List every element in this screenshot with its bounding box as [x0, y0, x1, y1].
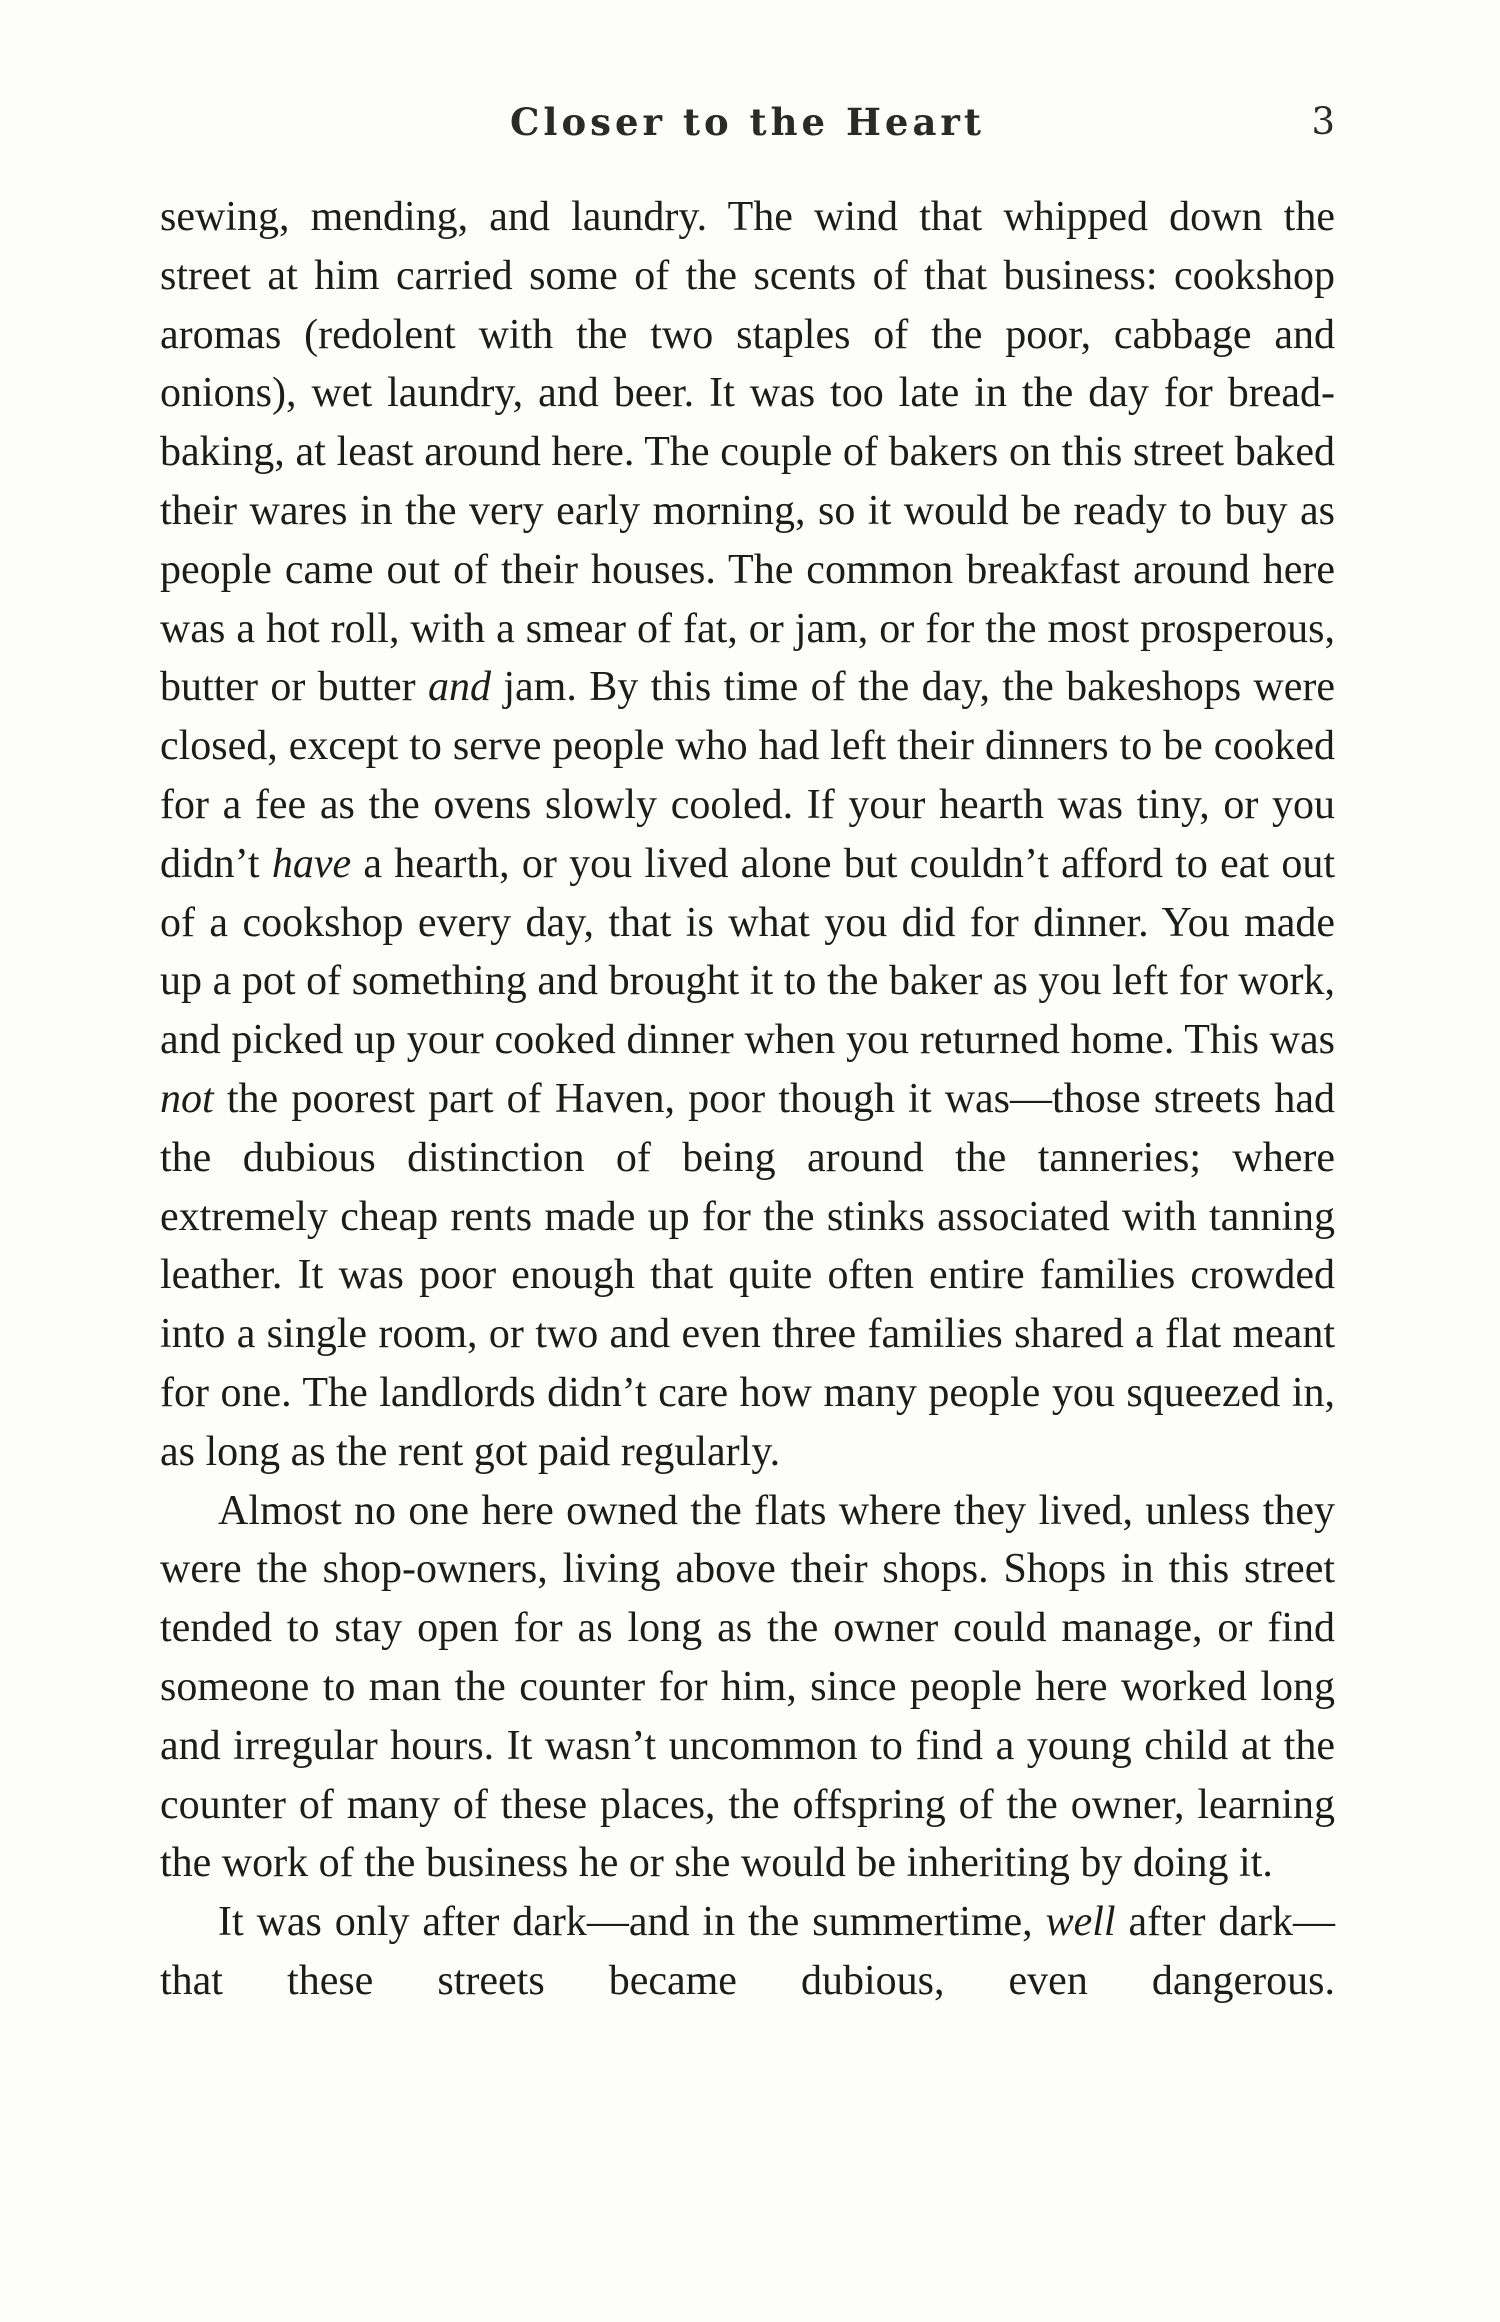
paragraph-3: [160, 1893, 1335, 2011]
emphasis-have: have: [271, 840, 352, 887]
emphasis-and: and: [428, 664, 491, 711]
text-run: sewing, mending, and laundry. The wind that whipped down the street at him carried some of the scents of that business: cookshop aromas (redolent with the two staples of the poor, cabbage and onions), wet laundry, and beer. It was too late in the day for bread-baking, at least around here. The couple of bakers on this street baked their wares in the very early morning, so it would be ready to buy as people came out of their houses. The common breakfast around here was a hot roll, with a smear of fat, or jam, or for the most prosperous, butter or butter: [160, 194, 1335, 711]
paragraph-1: [160, 188, 1335, 1482]
text-run: after dark—that these streets became dubious, even dangerous.: [160, 1899, 1335, 2004]
running-head-title: Closer to the Heart: [509, 100, 986, 144]
emphasis-not: not: [160, 1075, 214, 1122]
body-text: [160, 188, 1335, 2011]
emphasis-well: well: [1045, 1899, 1116, 1946]
text-run: a hearth, or you lived alone but couldn’t afford to eat out of a cookshop every day, that is what you did for dinner. You made up a pot of something and brought it to the baker as you left for work, and picked up your cooked dinner when you returned home. This was: [160, 840, 1335, 1064]
text-run: It was only after dark—and in the summertime,: [218, 1899, 1046, 1946]
text-run: Almost no one here owned the flats where they lived, unless they were the shop-owners, living above their shops. Shops in this street tended to stay open for as long as the owner could manage, or find someone to man the counter for him, since people here worked long and irregular hours. It wasn’t uncommon to find a young child at the counter of many of these places, the offspring of the owner, learning the work of the business he or she would be inheriting by doing it.: [160, 1487, 1335, 1887]
text-run: jam. By this time of the day, the bakeshops were closed, except to serve people who had left their dinners to be cooked for a fee as the ovens slowly cooled. If your hearth was tiny, or you didn’t: [160, 664, 1336, 887]
running-head: [160, 100, 1335, 160]
text-run: the poorest part of Haven, poor though it was—those streets had the dubious distinction of being around the tanneries; where extremely cheap rents made up for the stinks associated with tanning leather. It was poor enough that quite often entire families crowded into a single room, or two and even three families shared a flat meant for one. The landlords didn’t care how many people you squeezed in, as long as the rent got paid regularly.: [160, 1075, 1335, 1475]
paragraph-2: [160, 1482, 1335, 1894]
page-number: 3: [1311, 100, 1335, 143]
